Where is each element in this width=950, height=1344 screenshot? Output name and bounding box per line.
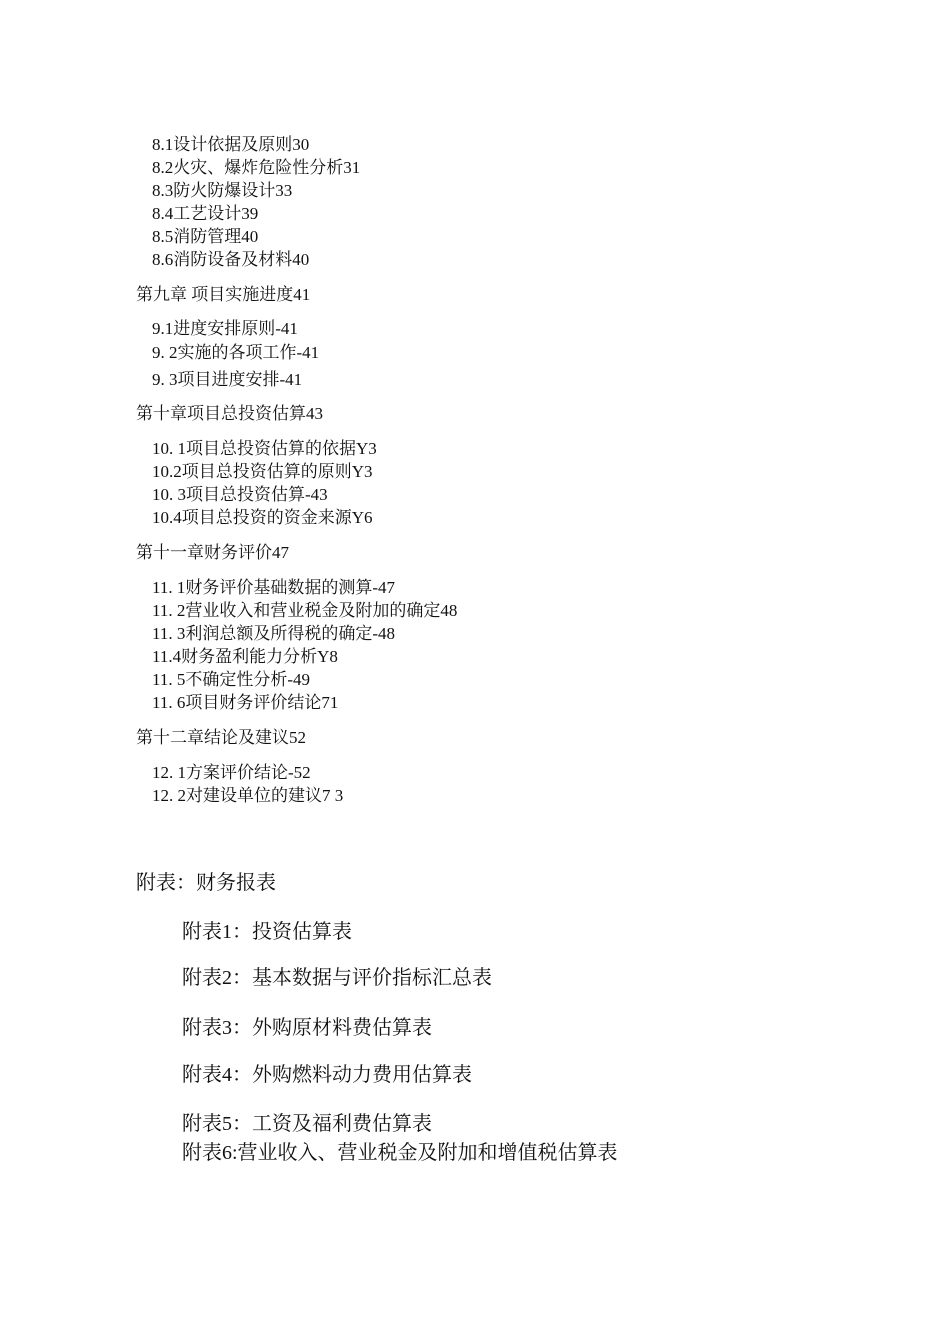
toc-entry-10-3: 10. 3项目总投资估算-43 bbox=[152, 485, 328, 504]
toc-entry-10-2: 10.2项目总投资估算的原则Y3 bbox=[152, 462, 373, 481]
toc-chapter-10: 第十章项目总投资估算43 bbox=[136, 404, 323, 423]
appendix-item-1: 附表1：投资估算表 bbox=[182, 921, 352, 943]
toc-entry-11-4: 11.4财务盈利能力分析Y8 bbox=[152, 647, 338, 666]
toc-entry-11-1: 11. 1财务评价基础数据的测算-47 bbox=[152, 578, 396, 597]
appendix-title: 附表：财务报表 bbox=[136, 872, 276, 894]
toc-entry-10-4: 10.4项目总投资的资金来源Y6 bbox=[152, 508, 373, 527]
toc-entry-12-2: 12. 2对建设单位的建议7 3 bbox=[152, 786, 344, 805]
toc-entry-11-6: 11. 6项目财务评价结论71 bbox=[152, 693, 339, 712]
toc-entry-8-2: 8.2火灾、爆炸危险性分析31 bbox=[152, 158, 361, 177]
appendix-item-6: 附表6:营业收入、营业税金及附加和增值税估算表 bbox=[182, 1142, 618, 1164]
toc-entry-8-4: 8.4工艺设计39 bbox=[152, 204, 259, 223]
toc-entry-8-5: 8.5消防管理40 bbox=[152, 227, 259, 246]
toc-entry-9-3: 9. 3项目进度安排-41 bbox=[152, 370, 303, 389]
appendix-item-5: 附表5：工资及福利费估算表 bbox=[182, 1113, 432, 1135]
appendix-item-2: 附表2：基本数据与评价指标汇总表 bbox=[182, 967, 492, 989]
toc-entry-8-1: 8.1设计依据及原则30 bbox=[152, 135, 310, 154]
toc-entry-12-1: 12. 1方案评价结论-52 bbox=[152, 763, 311, 782]
toc-entry-11-5: 11. 5不确定性分析-49 bbox=[152, 670, 311, 689]
toc-entry-8-6: 8.6消防设备及材料40 bbox=[152, 250, 310, 269]
toc-entry-9-2: 9. 2实施的各项工作-41 bbox=[152, 343, 320, 362]
toc-entry-9-1: 9.1进度安排原则-41 bbox=[152, 319, 298, 338]
toc-chapter-9: 第九章 项目实施进度41 bbox=[136, 285, 311, 304]
toc-entry-11-3: 11. 3利润总额及所得税的确定-48 bbox=[152, 624, 396, 643]
toc-chapter-11: 第十一章财务评价47 bbox=[136, 543, 289, 562]
appendix-item-4: 附表4：外购燃料动力费用估算表 bbox=[182, 1064, 472, 1086]
toc-entry-10-1: 10. 1项目总投资估算的依据Y3 bbox=[152, 439, 377, 458]
toc-chapter-12: 第十二章结论及建议52 bbox=[136, 728, 306, 747]
appendix-item-3: 附表3：外购原材料费估算表 bbox=[182, 1017, 432, 1039]
toc-entry-11-2: 11. 2营业收入和营业税金及附加的确定48 bbox=[152, 601, 458, 620]
toc-entry-8-3: 8.3防火防爆设计33 bbox=[152, 181, 293, 200]
